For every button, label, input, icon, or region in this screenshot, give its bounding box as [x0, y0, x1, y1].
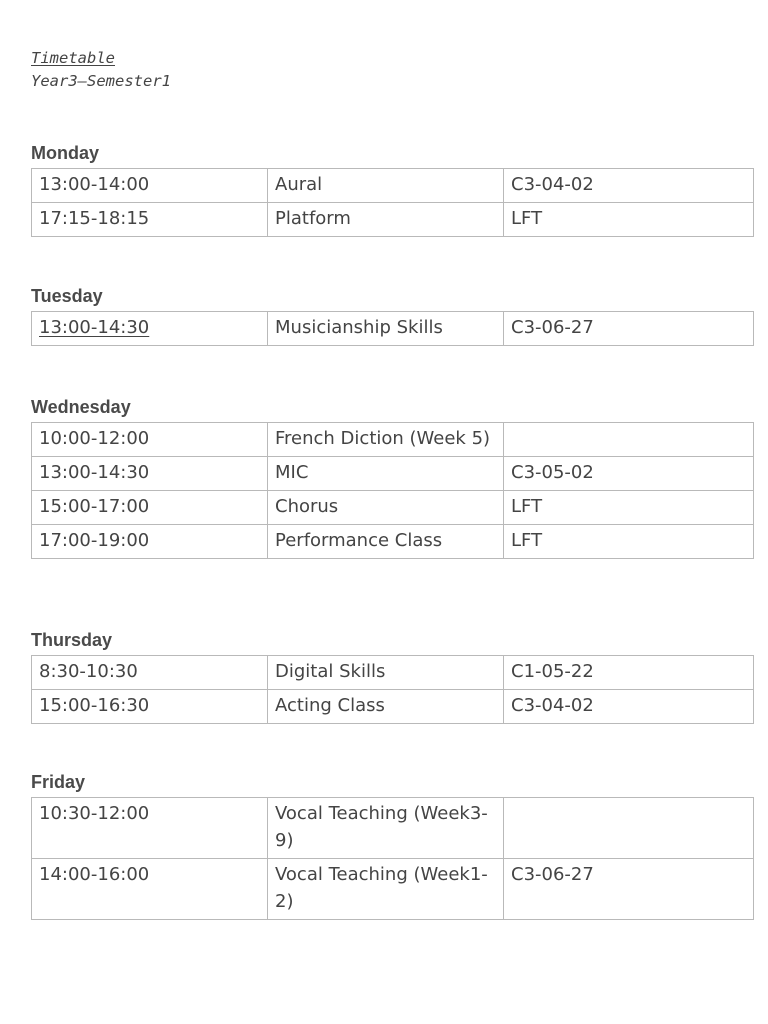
time-cell: 10:30-12:00	[32, 798, 268, 859]
document-subtitle: Year3—Semester1	[31, 72, 171, 90]
course-cell: MIC	[268, 457, 504, 491]
time-cell: 8:30-10:30	[32, 656, 268, 690]
course-cell: Vocal Teaching (Week1-2)	[268, 859, 504, 920]
day-section-monday	[31, 142, 738, 237]
room-cell: C3-04-02	[504, 169, 754, 203]
timetable-tuesday	[31, 311, 754, 346]
room-cell: C3-04-02	[504, 690, 754, 724]
day-section-thursday	[31, 629, 738, 724]
course-cell: Vocal Teaching (Week3-9)	[268, 798, 504, 859]
time-cell: 13:00-14:30	[32, 457, 268, 491]
document-header	[31, 47, 171, 93]
day-heading: Monday	[31, 143, 100, 163]
table-row	[32, 656, 754, 690]
room-cell	[504, 423, 754, 457]
course-cell: Digital Skills	[268, 656, 504, 690]
course-cell: Performance Class	[268, 525, 504, 559]
table-row	[32, 798, 754, 859]
timetable-thursday	[31, 655, 754, 724]
time-cell: 13:00-14:00	[32, 169, 268, 203]
room-cell: C3-06-27	[504, 312, 754, 346]
time-cell: 10:00-12:00	[32, 423, 268, 457]
day-heading: Thursday	[31, 630, 113, 650]
room-cell: LFT	[504, 491, 754, 525]
table-row	[32, 169, 754, 203]
course-cell: Musicianship Skills	[268, 312, 504, 346]
timetable-monday	[31, 168, 754, 237]
course-cell: Chorus	[268, 491, 504, 525]
table-row	[32, 203, 754, 237]
room-cell: C1-05-22	[504, 656, 754, 690]
time-cell	[32, 312, 268, 346]
time-cell: 17:15-18:15	[32, 203, 268, 237]
time-text: 13:00-14:30	[39, 317, 150, 338]
time-cell: 15:00-17:00	[32, 491, 268, 525]
document-title: Timetable	[31, 49, 115, 67]
table-row	[32, 423, 754, 457]
timetable-wednesday	[31, 422, 754, 559]
room-cell: C3-06-27	[504, 859, 754, 920]
table-row	[32, 457, 754, 491]
table-row	[32, 690, 754, 724]
day-heading: Wednesday	[31, 397, 131, 417]
time-cell: 15:00-16:30	[32, 690, 268, 724]
day-section-tuesday	[31, 285, 738, 346]
course-cell: French Diction (Week 5)	[268, 423, 504, 457]
course-cell: Acting Class	[268, 690, 504, 724]
table-row	[32, 859, 754, 920]
course-cell: Aural	[268, 169, 504, 203]
table-row	[32, 525, 754, 559]
course-cell: Platform	[268, 203, 504, 237]
time-cell: 17:00-19:00	[32, 525, 268, 559]
day-section-wednesday	[31, 396, 738, 559]
room-cell	[504, 798, 754, 859]
table-row	[32, 312, 754, 346]
table-row	[32, 491, 754, 525]
room-cell: C3-05-02	[504, 457, 754, 491]
day-heading: Tuesday	[31, 286, 103, 306]
room-cell: LFT	[504, 525, 754, 559]
day-heading: Friday	[31, 772, 86, 792]
timetable-friday	[31, 797, 754, 920]
time-cell: 14:00-16:00	[32, 859, 268, 920]
room-cell: LFT	[504, 203, 754, 237]
day-section-friday	[31, 771, 738, 920]
